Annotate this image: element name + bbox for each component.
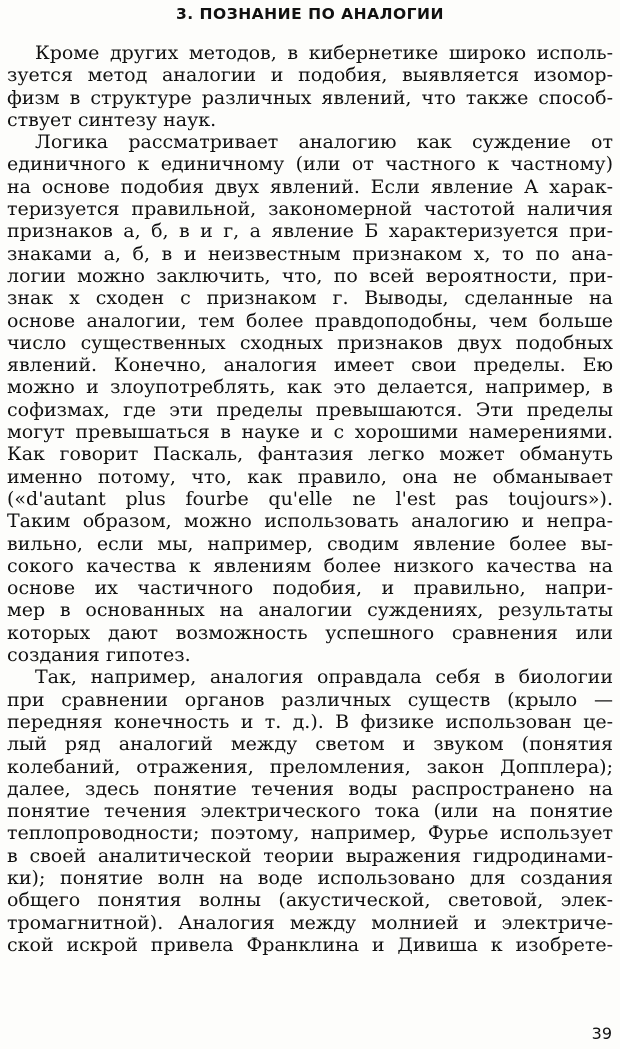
- text-line: Так, например, аналогия оправдала себя в биологии: [35, 666, 613, 689]
- section-heading: 3. ПОЗНАНИЕ ПО АНАЛОГИИ: [175, 5, 444, 23]
- text-line: ской искрой привела Франклина и Дивиша к изобрете-: [7, 933, 613, 956]
- text-line: которых дают возможность успешного сравнения или: [7, 621, 613, 644]
- text-line: общего понятия волны (акустической, световой, элек-: [7, 889, 613, 912]
- text-line: на основе подобия двух явлений. Если явление А харак-: [7, 175, 613, 198]
- text-line: можно и злоупотреблять, как это делается, например, в: [7, 376, 613, 399]
- paragraph-3: [7, 666, 613, 956]
- text-line: понятие течения электрического тока (или на понятие: [7, 800, 613, 823]
- text-line: далее, здесь понятие течения воды распространено на: [7, 777, 613, 800]
- text-line: основе аналогии, тем более правдоподобны, чем больше: [7, 309, 613, 332]
- text-line: Кроме других методов, в кибернетике широко исполь-: [35, 42, 613, 64]
- text-line: могут превышаться в науке и с хорошими намерениями.: [7, 421, 613, 444]
- text-line: ки); понятие волн на воде использовано для создания: [7, 866, 613, 889]
- text-line: теризуется правильной, закономерной частотой наличия: [7, 198, 613, 221]
- text-line: создания гипотез.: [7, 644, 191, 667]
- text-line: сокого качества к явлениям более низкого качества на: [7, 554, 613, 577]
- text-line: основе их частичного подобия, и правильно, напри-: [7, 577, 613, 600]
- text-line: теплопроводности; поэтому, например, Фурье использует: [7, 822, 613, 845]
- text-line: зуется метод аналогии и подобия, выявляется изомор-: [7, 64, 613, 87]
- text-line: Логика рассматривает аналогию как суждение от: [35, 131, 613, 154]
- text-line: явлений. Конечно, аналогия имеет свои пределы. Ею: [7, 354, 613, 377]
- text-line: вильно, если мы, например, сводим явление более вы-: [7, 532, 613, 555]
- text-line: знаками а, б, в и неизвестным признаком х, то по ана-: [7, 242, 613, 265]
- text-line: лый ряд аналогий между светом и звуком (понятия: [7, 733, 613, 756]
- text-line: ствует синтезу наук.: [7, 108, 217, 131]
- text-line: тромагнитной). Аналогия между молнией и электриче-: [7, 911, 613, 934]
- paragraph-1: [7, 42, 613, 131]
- text-line: логии можно заключить, что, по всей вероятности, при-: [7, 264, 613, 287]
- text-line: колебаний, отражения, преломления, закон Допплера);: [7, 755, 613, 778]
- body-text: [7, 42, 613, 956]
- text-line: софизмах, где эти пределы превышаются. Эти пределы: [7, 398, 613, 421]
- text-line: число существенных сходных признаков двух подобных: [7, 331, 613, 354]
- text-line: в своей аналитической теории выражения гидродинами-: [7, 844, 613, 867]
- text-line: при сравнении органов различных существ (крыло —: [7, 688, 613, 711]
- text-line: Таким образом, можно использовать аналогию и непра-: [7, 510, 613, 533]
- text-line: признаков а, б, в и г, а явление Б характеризуется при-: [7, 220, 613, 243]
- text-line: передняя конечность и т. д.). В физике использован це-: [7, 710, 613, 733]
- text-line: Как говорит Паскаль, фантазия легко может обмануть: [7, 443, 613, 466]
- text-line: именно потому, что, как правило, она не обманывает: [7, 465, 613, 488]
- text-line: знак х сходен с признаком г. Выводы, сделанные на: [7, 287, 613, 310]
- paragraph-2: [7, 131, 613, 666]
- text-line: физм в структуре различных явлений, что также способ-: [7, 86, 613, 109]
- text-line: единичного к единичному (или от частного к частному): [7, 153, 613, 176]
- text-line: мер в основанных на аналогии суждениях, результаты: [7, 599, 613, 622]
- text-line: («d'autant plus fourbe qu'elle ne l'est pas toujours»).: [7, 487, 613, 510]
- page-number: 39: [591, 1024, 612, 1043]
